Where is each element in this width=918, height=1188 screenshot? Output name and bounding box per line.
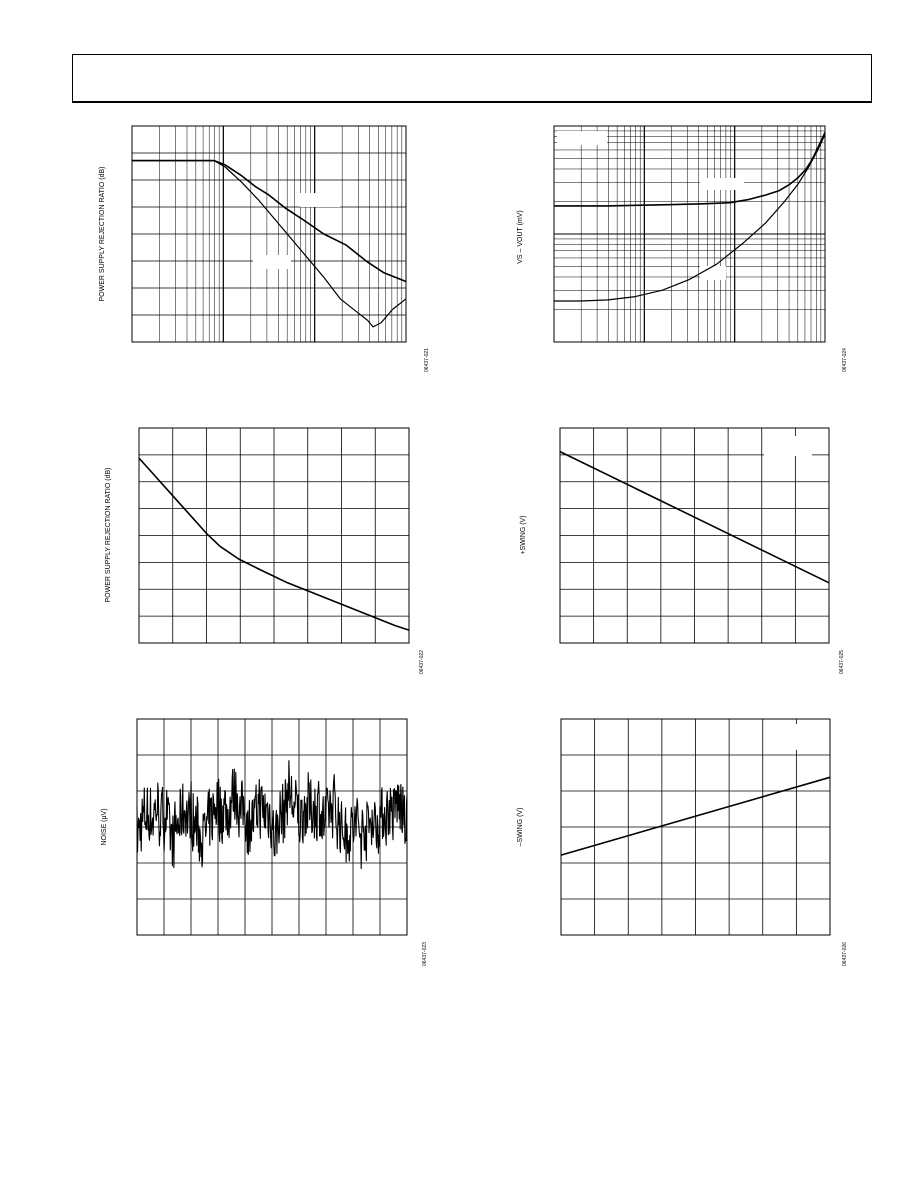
y-axis-title: –SWING (V)	[517, 807, 524, 847]
figure-id: 06437-022	[419, 650, 425, 674]
figure-id: 06437-024	[842, 348, 848, 372]
label-mask	[700, 266, 726, 280]
y-axis-title: POWER SUPPLY REJECTION RATIO (dB)	[99, 166, 106, 302]
y-axis-title: NOISE (µV)	[101, 808, 108, 846]
figure-id: 06437-021	[424, 348, 430, 372]
y-axis-title: VS – VOUT (mV)	[517, 210, 524, 264]
label-mask	[764, 436, 812, 456]
chart-nswing-temp	[517, 719, 848, 966]
label-mask	[300, 193, 340, 207]
chart-pswing-temp	[520, 428, 845, 674]
chart-psrr-freq	[99, 126, 430, 372]
chart-noise-time	[101, 719, 428, 966]
label-mask	[253, 255, 291, 269]
series-line-2	[554, 135, 825, 301]
series-line-2	[132, 161, 406, 327]
y-axis-title: +SWING (V)	[520, 515, 527, 555]
label-mask	[700, 178, 744, 190]
figure-id: 06437-025	[839, 650, 845, 674]
chart-psrr-temp	[105, 428, 425, 674]
figure-id: 06437-026	[842, 942, 848, 966]
figure-id: 06437-023	[422, 942, 428, 966]
label-mask	[557, 131, 607, 145]
label-mask	[764, 724, 808, 750]
y-axis-title: POWER SUPPLY REJECTION RATIO (dB)	[105, 467, 112, 603]
chart-vs-vout	[517, 126, 848, 372]
